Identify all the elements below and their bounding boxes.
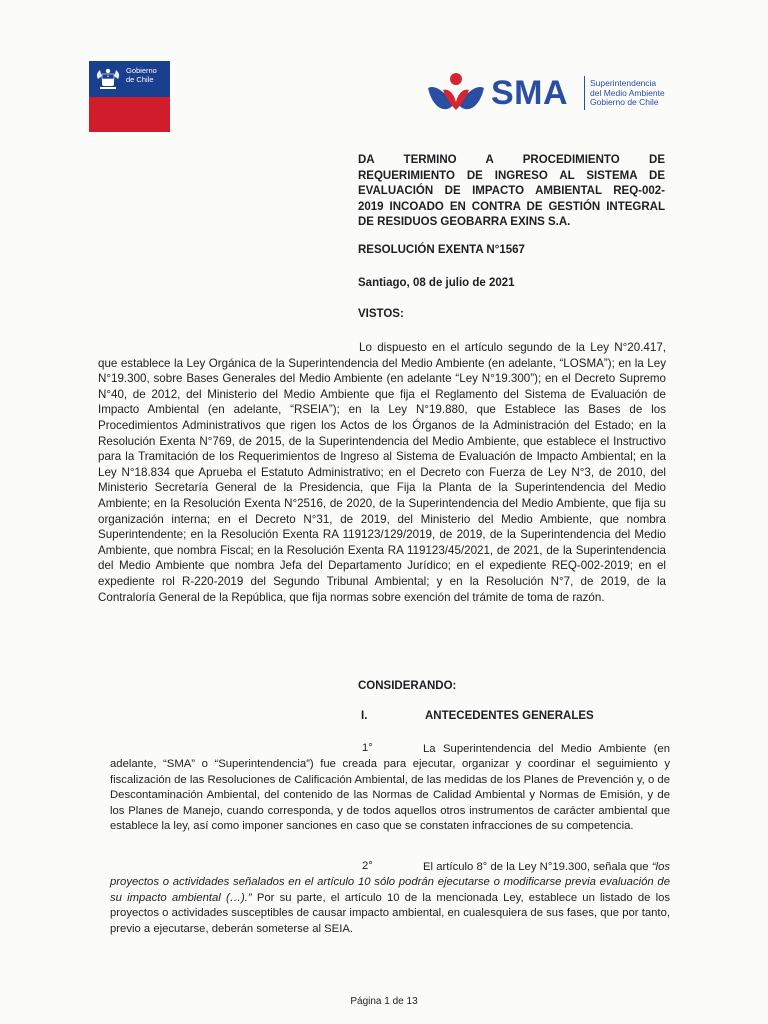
considerando-heading: CONSIDERANDO: (358, 680, 457, 692)
paragraph-number: 1° (362, 742, 373, 754)
heading-line: 2019 INCOADO EN CONTRA DE GESTIÓN INTEGRAL (358, 200, 665, 213)
vistos-paragraph: Lo dispuesto en el artículo segundo de la Ley N°20.417, que establece la Ley Orgánica de la Superintendencia del Medio Ambiente (en adelante, “LOSMA”); en la Ley N°19.300, sobre Bases Generales del Medio Ambiente (en adelante “Ley N°19.300”); en el Decreto Supremo N°40, de 2012, del Ministerio del Medio Ambiente que fija el Reglamento del Sistema de Evaluación de Impacto Ambiental (en adelante, “RSEIA”); en la Ley N°19.880, que Establece las Bases de los Procedimientos Administrativos que rigen los Actos de los Órganos de la Administración del Estado; en la Resolución Exenta N°769, de 2015, de la Superintendencia del Medio Ambiente, que establece el Instructivo para la Tramitación de los Requerimientos de Ingreso al Sistema de Evaluación de Impacto Ambiental; en la Ley N°18.834 que Aprueba el Estatuto Administrativo; en el Decreto con Fuerza de Ley N°3, de 2010, del Ministerio Secretaría General de la Presidencia, que Fija la Planta de la Superintendencia del Medio Ambiente; en la Resolución Exenta N°2516, de 2020, de la Superintendencia del Medio Ambiente, que fija su organización interna; en el Decreto N°31, de 2019, del Ministerio del Medio Ambiente, que nombra Superintendente; en la Resolución Exenta RA 119123/129/2019, de 2019, de la Superintendencia del Medio Ambiente, que nombra Fiscal; en la Resolución Exenta RA 119123/45/2021, de 2021, de la Superintendencia del Medio Ambiente que nombra Jefa del Departamento Jurídico; en el expediente REQ-002-2019; en el expediente rol R-220-2019 del Segundo Tribunal Ambiental; y en la Resolución N°7, de 2019, de la Contraloría General de la República, que fija normas sobre exención del trámite de toma de razón. (98, 341, 666, 604)
paragraph-2-quote: “los proyectos o actividades señalados en el artículo 10 sólo podrán ejecutarse o modificarse previa evaluación de su impacto ambiental (…).” (110, 861, 670, 904)
sma-wordmark: SMA (491, 74, 569, 112)
sma-subtitle (590, 79, 665, 108)
resolution-date: Santiago, 08 de julio de 2021 (358, 277, 515, 289)
gobierno-line2: de Chile (126, 75, 154, 84)
heading-line: REQUERIMIENTO DE INGRESO AL SISTEMA DE (358, 169, 665, 182)
sma-subtitle-line3: Gobierno de Chile (590, 97, 659, 107)
considerando-paragraph-2 (110, 860, 670, 937)
paragraph-2-rest: Por su parte, el artículo 10 de la mencionada Ley, establece un listado de los proyectos o actividades susceptibles de causar impacto ambiental, en cualesquiera de sus fases, que por tanto, previo a ejecutarse, deberán someterse al SEIA. (110, 891, 671, 935)
sma-subtitle-line2: del Medio Ambiente (590, 87, 665, 98)
vistos-heading: VISTOS: (358, 308, 404, 320)
coat-of-arms-icon (93, 65, 123, 93)
paragraph-2-intro: El artículo 8° de la Ley N°19.300, señala que (423, 861, 652, 873)
resolution-heading (358, 153, 665, 231)
heading-line: DA TERMINO A PROCEDIMIENTO DE (358, 154, 665, 166)
logo-red-band (89, 97, 170, 132)
gobierno-de-chile-logo (89, 61, 170, 132)
sma-emblem-icon (425, 70, 487, 116)
considerando-paragraph-1: La Superintendencia del Medio Ambiente (en adelante, “SMA” o “Superintendencia”) fue creada para ejecutar, organizar y coordinar el seguimiento y fiscalización de las Resoluciones de Calificación Ambiental, de las medidas de los Planes de Prevención y, o de Descontaminación Ambiental, del contenido de las Normas de Calidad Ambiental y Normas de Emisión, y de los Planes de Manejo, cuando corresponda, y de todos aquellos otros instrumentos de carácter ambiental que establece la ley, así como imponer sanciones en caso que se constaten infracciones de su competencia. (110, 743, 670, 833)
gobierno-line1: Gobierno (126, 66, 157, 75)
sma-divider (584, 76, 585, 110)
section-title: ANTECEDENTES GENERALES (425, 710, 594, 722)
section-number: I. (361, 710, 368, 722)
heading-line: DE RESIDUOS GEOBARRA EXINS S.A. (358, 216, 571, 228)
sma-subtitle-line1: Superintendencia (590, 78, 657, 88)
page-number: Página 1 de 13 (350, 996, 418, 1007)
paragraph-number: 2° (362, 860, 373, 872)
resolution-number: RESOLUCIÓN EXENTA N°1567 (358, 244, 525, 256)
heading-line: EVALUACIÓN DE IMPACTO AMBIENTAL REQ-002- (358, 185, 665, 197)
sma-logo (425, 70, 685, 118)
gobierno-label (126, 66, 170, 84)
